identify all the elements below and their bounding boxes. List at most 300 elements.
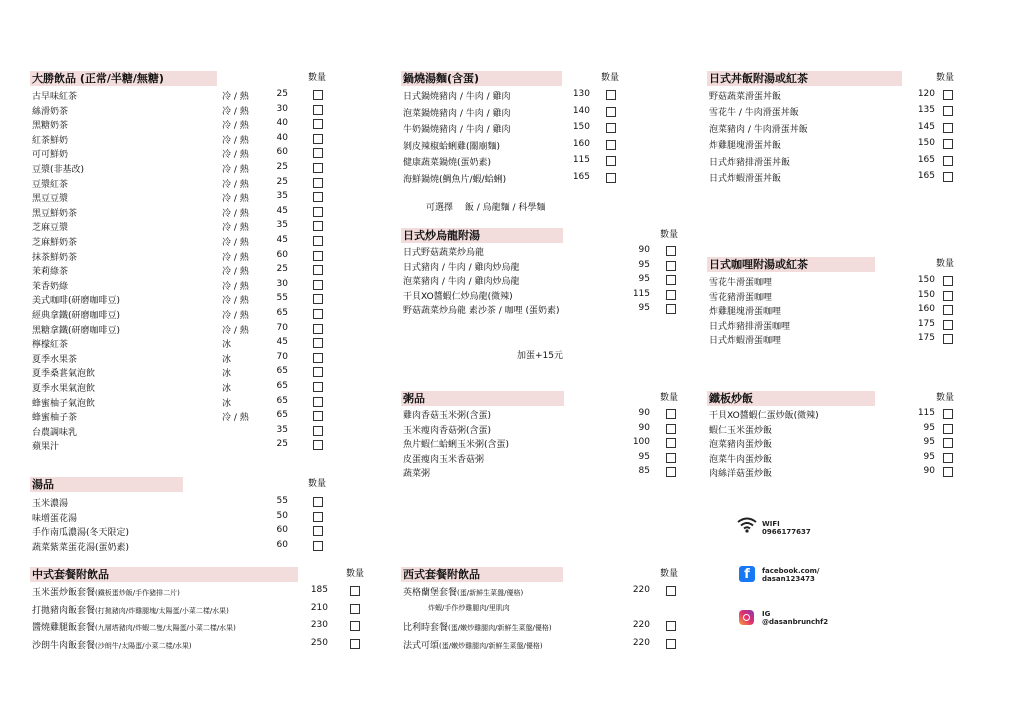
item-name (403, 245, 484, 258)
item-price: 90 (638, 408, 650, 418)
item-price: 90 (638, 245, 650, 255)
menu-item (403, 585, 683, 597)
item-price: 30 (276, 278, 288, 289)
item-price: 210 (310, 602, 328, 613)
menu-item (709, 452, 959, 464)
qty-checkbox[interactable] (666, 275, 676, 285)
qty-checkbox[interactable] (943, 139, 953, 149)
qty-checkbox[interactable] (313, 397, 323, 407)
menu-item (403, 437, 683, 449)
item-temp: 冷 / 熱 (222, 238, 249, 248)
qty-checkbox[interactable] (313, 90, 323, 100)
qty-checkbox[interactable] (606, 123, 616, 133)
qty-checkbox[interactable] (943, 305, 953, 315)
qty-checkbox[interactable] (943, 409, 953, 419)
item-name (709, 290, 772, 303)
item-temp: 冷 / 熱 (222, 150, 249, 161)
item-price: 100 (632, 437, 650, 448)
item-name-text: 炸雞腿塊滑蛋丼飯 (709, 141, 782, 152)
item-price: 95 (923, 437, 935, 448)
menu-item (32, 366, 332, 378)
item-name (403, 408, 491, 421)
qty-checkbox[interactable] (943, 334, 953, 344)
menu-item (32, 206, 332, 218)
qty-checkbox[interactable] (666, 304, 676, 314)
item-price: 160 (572, 138, 590, 149)
item-name (32, 104, 68, 117)
item-name (32, 366, 95, 379)
item-price: 220 (632, 585, 650, 595)
item-name (709, 171, 781, 184)
item-name-text: 雪花牛滑蛋咖哩 (709, 278, 773, 288)
qty-checkbox[interactable] (313, 119, 323, 129)
item-detail: (九層塔豬肉/炸蝦二隻/太陽蛋/小菜二樣/水果) (95, 624, 236, 632)
qty-checkbox[interactable] (313, 426, 323, 436)
menu-item (403, 260, 683, 272)
menu-item (403, 289, 683, 301)
item-temp: 冷 / 熱 (222, 106, 249, 117)
menu-item (709, 171, 959, 183)
menu-item (709, 138, 959, 150)
item-price: 95 (638, 259, 650, 270)
menu-item (403, 408, 683, 420)
item-name (403, 172, 506, 185)
item-name (709, 423, 772, 436)
item-name-text: 絲滑奶茶 (32, 106, 69, 117)
menu-item (403, 172, 623, 184)
item-name-text: 日式炸蝦滑蛋丼飯 (709, 174, 782, 184)
menu-item (32, 104, 332, 116)
item-price: 165 (917, 171, 935, 181)
menu-item (403, 106, 623, 118)
item-name-text: 手作南瓜濃湯(冬天限定) (32, 528, 130, 538)
menu-item (32, 525, 332, 537)
item-name-text: 蜂蜜柚子氣泡飲 (32, 398, 96, 409)
item-name (403, 638, 543, 651)
qty-checkbox[interactable] (666, 424, 676, 434)
item-name (32, 496, 68, 509)
item-temp: 冰 (222, 340, 232, 351)
donburi-qty-label: 數量 (936, 73, 955, 83)
west_sets-qty-label: 數量 (660, 569, 679, 579)
qty-checkbox[interactable] (943, 320, 953, 330)
menu-item (32, 410, 332, 422)
item-name (32, 308, 120, 321)
item-name-text: 味增蛋花湯 (32, 513, 78, 524)
item-price: 65 (276, 308, 288, 318)
item-name-text: 野菇蔬菜滑蛋丼飯 (709, 92, 782, 102)
qty-checkbox[interactable] (313, 353, 323, 363)
qty-checkbox[interactable] (313, 338, 323, 348)
item-price: 90 (638, 422, 650, 433)
teppan-qty-label: 數量 (936, 393, 955, 403)
menu-item (709, 408, 959, 420)
item-name-text: 黑豆鮮奶茶 (32, 208, 78, 219)
menu-item (32, 352, 332, 364)
qty-checkbox[interactable] (313, 236, 323, 246)
qty-checkbox[interactable] (313, 382, 323, 392)
qty-checkbox[interactable] (943, 467, 953, 477)
item-price: 55 (276, 496, 288, 506)
item-temp: 冷 / 熱 (222, 413, 249, 424)
qty-checkbox[interactable] (606, 90, 616, 100)
item-name (403, 155, 491, 168)
item-price: 220 (632, 637, 650, 648)
qty-checkbox[interactable] (350, 621, 360, 631)
instagram-label: IG (762, 610, 771, 618)
item-name (32, 638, 192, 651)
qty-checkbox[interactable] (666, 246, 676, 256)
item-price: 140 (572, 105, 590, 116)
qty-checkbox[interactable] (313, 178, 323, 188)
item-name (32, 264, 68, 277)
menu-item (32, 118, 332, 130)
item-price: 230 (310, 620, 328, 630)
item-price: 65 (276, 395, 288, 406)
cn_sets-qty-label: 數量 (346, 569, 365, 579)
item-price: 65 (276, 366, 288, 377)
qty-checkbox[interactable] (313, 207, 323, 217)
item-price: 85 (638, 466, 650, 477)
menu-item (32, 511, 332, 523)
menu-item (403, 452, 683, 464)
item-name (32, 511, 77, 524)
item-name (32, 352, 77, 365)
facebook-line2: dasan123473 (762, 575, 815, 583)
item-price: 35 (276, 424, 288, 435)
item-name (32, 293, 120, 306)
qty-checkbox[interactable] (313, 251, 323, 261)
item-name-text: 健康蔬菜鍋燒(蛋奶素) (403, 158, 492, 169)
menu-item (32, 177, 332, 189)
item-price: 45 (276, 235, 288, 245)
item-name (32, 585, 180, 598)
qty-checkbox[interactable] (666, 290, 676, 300)
item-price: 130 (572, 89, 590, 99)
item-name-text: 紅茶鮮奶 (32, 135, 69, 146)
item-name (32, 425, 77, 438)
facebook-link[interactable] (762, 567, 819, 583)
item-price: 145 (917, 121, 935, 132)
item-name-text: 干貝XO醬蝦仁蛋炒飯(微辣) (709, 411, 819, 421)
item-price: 135 (917, 105, 935, 116)
item-name (32, 279, 68, 292)
qty-checkbox[interactable] (313, 440, 323, 450)
hotpot-qty-label: 數量 (601, 73, 620, 83)
qty-checkbox[interactable] (313, 541, 323, 551)
item-price: 25 (276, 162, 288, 172)
item-name (403, 452, 484, 465)
qty-checkbox[interactable] (666, 621, 676, 631)
item-name (403, 620, 552, 633)
item-name (428, 603, 510, 613)
item-price: 65 (276, 381, 288, 391)
item-temp: 冷 / 熱 (222, 281, 249, 292)
menu-item (403, 466, 683, 478)
qty-checkbox[interactable] (943, 438, 953, 448)
menu-item (709, 122, 959, 134)
instagram-handle: @dasanbrunchf2 (762, 618, 829, 626)
item-name-text: 海鮮鍋燒(鯛魚片/蝦/蛤蜊) (403, 175, 507, 185)
item-name-text: 雪花豬滑蛋咖哩 (709, 292, 773, 303)
menu-item (709, 333, 959, 345)
item-price: 60 (276, 539, 288, 550)
item-temp: 冰 (222, 398, 232, 409)
item-price: 115 (572, 155, 590, 166)
item-price: 95 (923, 451, 935, 462)
item-price: 70 (276, 351, 288, 362)
item-price: 175 (917, 333, 935, 344)
item-temp: 冷 / 熱 (222, 194, 249, 205)
item-name-text: 黑糖奶茶 (32, 121, 69, 132)
item-detail: (打拋豬肉/炸雞腿塊/太陽蛋/小菜二樣/水果) (95, 606, 229, 615)
item-temp: 冷 / 熱 (222, 267, 249, 278)
item-price: 165 (917, 154, 935, 165)
qty-checkbox[interactable] (313, 221, 323, 231)
item-name (709, 437, 772, 450)
item-temp: 冷 / 熱 (222, 121, 249, 132)
item-name-text: 夏季桑葚氣泡飲 (32, 369, 96, 380)
qty-checkbox[interactable] (943, 424, 953, 434)
menu-item (709, 423, 959, 435)
item-name-text: 泡菜鍋燒豬肉 / 牛肉 / 雞肉 (403, 108, 511, 119)
item-name-text: 芝麻豆漿 (32, 223, 69, 234)
item-price: 40 (276, 132, 288, 143)
item-name-text: 日式豬肉 / 牛肉 / 雞肉炒烏龍 (403, 262, 520, 273)
instagram-link[interactable] (762, 610, 828, 626)
item-name-text: 夏季水果茶 (32, 354, 78, 365)
item-name-text: 美式咖啡(研磨咖啡豆) (32, 296, 121, 307)
menu-item (32, 603, 367, 615)
menu-item (403, 139, 623, 151)
qty-checkbox[interactable] (313, 134, 323, 144)
item-name (403, 106, 511, 119)
item-name (403, 466, 430, 479)
item-price: 60 (276, 249, 288, 260)
item-name (709, 155, 790, 168)
item-name (403, 289, 513, 302)
item-name (32, 323, 120, 336)
item-name-text: 沙朗牛肉飯套餐 (32, 640, 96, 651)
menu-item (32, 620, 367, 632)
item-name (32, 235, 77, 248)
item-name-text: 經典拿鐵(研磨咖啡豆) (32, 311, 121, 321)
item-price: 95 (638, 303, 650, 314)
item-name-text: 法式可頌 (403, 640, 440, 651)
menu-item (403, 303, 683, 315)
soups-qty-label: 數量 (308, 479, 327, 489)
west_sets-header: 西式套餐附飲品 (401, 567, 563, 582)
item-temp: 冷 / 熱 (222, 296, 249, 307)
item-name-text: 蔬菜紫菜蛋花湯(蛋奶素) (32, 542, 130, 553)
teppan-header: 鐵板炒飯 (707, 391, 875, 406)
item-name-text: 蜂蜜柚子茶 (32, 413, 78, 424)
item-name (709, 408, 819, 421)
udon-egg-note: 加蛋+15元 (517, 351, 563, 361)
menu-item (32, 585, 367, 597)
congee-qty-label: 數量 (660, 393, 679, 403)
qty-checkbox[interactable] (943, 453, 953, 463)
item-temp: 冷 / 熱 (222, 135, 249, 146)
qty-checkbox[interactable] (666, 438, 676, 448)
item-temp: 冷 / 熱 (222, 252, 249, 263)
item-name-text: 檸檬紅茶 (32, 340, 69, 351)
menu-item (32, 264, 332, 276)
menu-item (32, 191, 332, 203)
item-detail: (鐵板蛋炒飯/手作豬排二片) (95, 589, 180, 597)
item-name-text: 炸雞腿塊滑蛋咖哩 (709, 307, 782, 318)
item-price: 160 (917, 304, 935, 315)
item-name (32, 381, 95, 394)
qty-checkbox[interactable] (943, 123, 953, 133)
qty-checkbox[interactable] (943, 276, 953, 286)
item-price: 185 (310, 585, 328, 595)
item-price: 35 (276, 220, 288, 231)
item-name (403, 437, 509, 450)
qty-checkbox[interactable] (666, 453, 676, 463)
item-temp: 冰 (222, 354, 232, 365)
qty-checkbox[interactable] (606, 156, 616, 166)
item-name (709, 105, 799, 118)
qty-checkbox[interactable] (313, 309, 323, 319)
qty-checkbox[interactable] (350, 604, 360, 614)
qty-checkbox[interactable] (313, 497, 323, 507)
item-name-text: 皮蛋瘦肉玉米香菇粥 (403, 454, 485, 465)
qty-checkbox[interactable] (606, 140, 616, 150)
menu-item (403, 274, 683, 286)
item-price: 25 (276, 264, 288, 275)
item-name (32, 177, 68, 190)
qty-checkbox[interactable] (666, 467, 676, 477)
menu-item (32, 540, 332, 552)
menu-item (32, 279, 332, 291)
qty-checkbox[interactable] (606, 107, 616, 117)
qty-checkbox[interactable] (313, 280, 323, 290)
item-price: 55 (276, 293, 288, 304)
item-price: 165 (572, 172, 590, 182)
item-price: 45 (276, 205, 288, 216)
menu-item (32, 220, 332, 232)
hotpot-header: 鍋燒湯麵(含蛋) (401, 71, 562, 86)
item-temp: 冷 / 熱 (222, 223, 249, 234)
qty-checkbox[interactable] (313, 324, 323, 334)
qty-checkbox[interactable] (943, 90, 953, 100)
item-name-text: 泡菜豬肉 / 牛肉滑蛋丼飯 (709, 124, 808, 135)
qty-checkbox[interactable] (313, 367, 323, 377)
instagram-icon (739, 610, 754, 625)
menu-item (32, 133, 332, 145)
qty-checkbox[interactable] (313, 192, 323, 202)
item-detail: (蛋/新鮮生菜盤/優格) (457, 589, 524, 597)
item-name-text: 泡菜牛肉蛋炒飯 (709, 454, 773, 465)
item-name-text: 抹茶鮮奶茶 (32, 252, 78, 263)
qty-checkbox[interactable] (350, 639, 360, 649)
qty-checkbox[interactable] (313, 265, 323, 275)
qty-checkbox[interactable] (313, 105, 323, 115)
item-price: 50 (276, 510, 288, 521)
menu-item (709, 319, 959, 331)
menu-item (709, 437, 959, 449)
item-name (709, 89, 781, 102)
item-price: 150 (572, 122, 590, 133)
qty-checkbox[interactable] (943, 106, 953, 116)
menu-item (403, 620, 683, 632)
item-name-text: 剝皮辣椒蛤蜊雞(關廟麵) (403, 141, 501, 152)
item-name (403, 122, 511, 135)
item-name (32, 439, 59, 452)
item-price: 40 (276, 118, 288, 129)
qty-checkbox[interactable] (313, 294, 323, 304)
menu-item (403, 89, 623, 101)
menu-item (32, 308, 332, 320)
item-price: 25 (276, 176, 288, 187)
item-name-text: 豆漿(非基改) (32, 165, 85, 175)
menu-item (32, 147, 332, 159)
curry-header: 日式咖哩附湯或紅茶 (707, 257, 875, 272)
qty-checkbox[interactable] (313, 411, 323, 421)
item-name (32, 147, 68, 160)
item-price: 115 (632, 288, 650, 299)
menu-item (32, 381, 332, 393)
item-name (32, 396, 95, 409)
item-name (32, 220, 68, 233)
item-name (32, 525, 129, 538)
item-name (709, 275, 772, 288)
item-price: 30 (276, 103, 288, 114)
item-temp: 冰 (222, 384, 232, 394)
item-name-text: 夏季水果氣泡飲 (32, 384, 96, 394)
qty-checkbox[interactable] (313, 163, 323, 173)
qty-checkbox[interactable] (943, 291, 953, 301)
qty-checkbox[interactable] (350, 586, 360, 596)
qty-checkbox[interactable] (313, 148, 323, 158)
item-name (403, 260, 520, 273)
facebook-icon: f (739, 566, 755, 582)
item-price: 115 (917, 408, 935, 418)
qty-checkbox[interactable] (943, 172, 953, 182)
item-price: 175 (917, 318, 935, 329)
item-name-text: 日式炸豬排滑蛋丼飯 (709, 157, 791, 168)
qty-checkbox[interactable] (943, 156, 953, 166)
qty-checkbox[interactable] (666, 409, 676, 419)
item-price: 90 (923, 466, 935, 477)
item-name-text: 比利時套餐 (403, 623, 449, 633)
qty-checkbox[interactable] (313, 512, 323, 522)
qty-checkbox[interactable] (666, 586, 676, 596)
qty-checkbox[interactable] (666, 261, 676, 271)
item-name (709, 122, 808, 135)
item-name (709, 319, 790, 332)
item-name-text: 干貝XO醬蝦仁炒烏龍(微辣) (403, 291, 513, 302)
item-temp: 冷 / 熱 (222, 311, 249, 321)
item-name-text: 豆漿紅茶 (32, 179, 69, 190)
item-name-text: 黑豆豆漿 (32, 194, 69, 205)
item-name (32, 540, 129, 553)
menu-item (403, 122, 623, 134)
wifi-info (762, 520, 811, 536)
qty-checkbox[interactable] (666, 639, 676, 649)
item-detail: (蛋/嫩炒雞腿肉/新鮮生菜盤/優格) (439, 641, 543, 650)
item-temp: 冰 (222, 369, 232, 380)
item-name (403, 139, 500, 152)
menu-item (709, 275, 959, 287)
qty-checkbox[interactable] (606, 173, 616, 183)
item-name (709, 466, 772, 479)
qty-checkbox[interactable] (313, 526, 323, 536)
menu-item (32, 496, 332, 508)
item-name-text: 可可鮮奶 (32, 150, 69, 161)
item-name (403, 274, 520, 287)
